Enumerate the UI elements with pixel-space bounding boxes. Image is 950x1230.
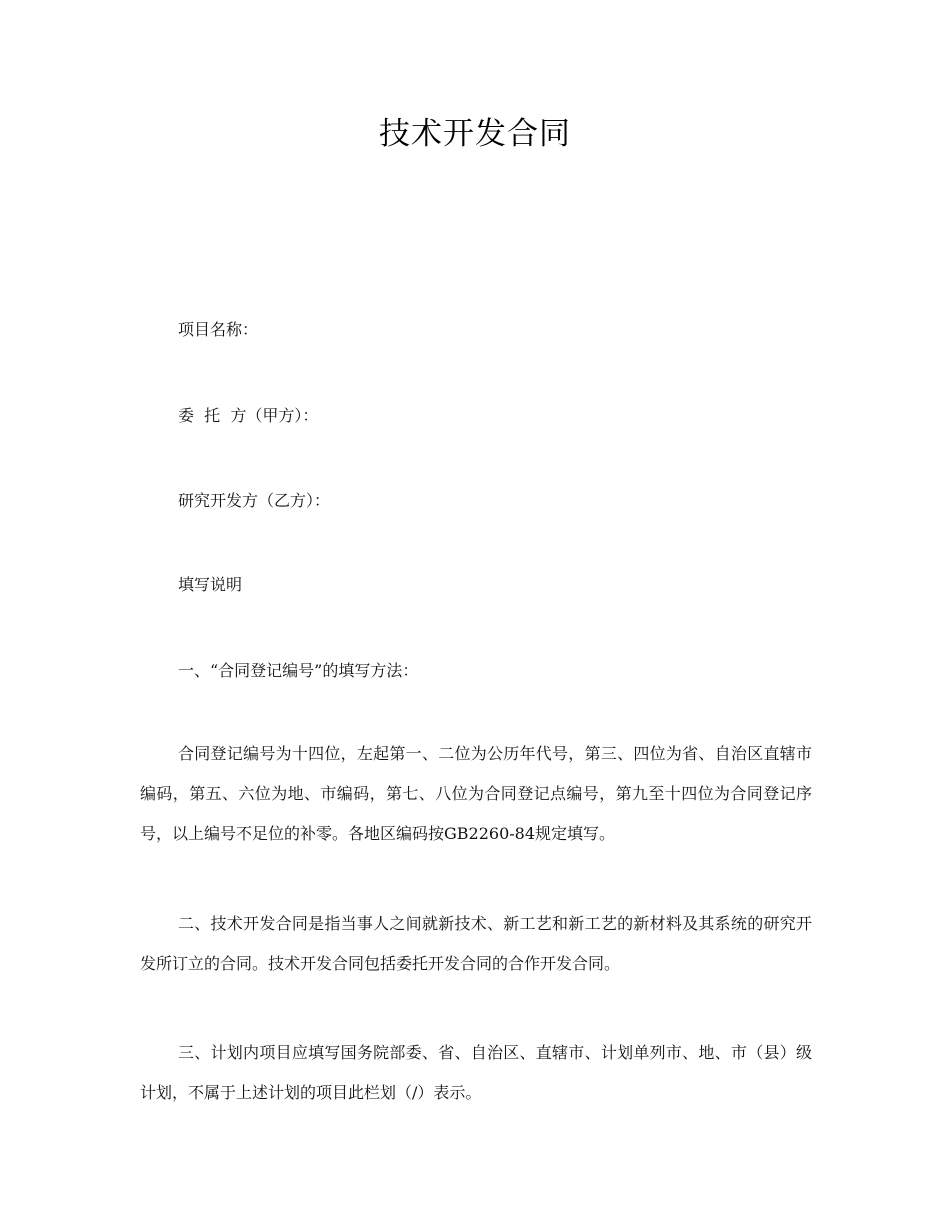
plan-paragraph: 三、计划内项目应填写国务院部委、省、自治区、直辖市、计划单列市、地、市（县）级计划，不属于上述计划的项目此栏划（/）表示。 <box>140 1043 812 1102</box>
registration-number-paragraph: 合同登记编号为十四位，左起第一、二位为公历年代号，第三、四位为省、自治区直辖市编码，第五、六位为地、市编码，第七、八位为合同登记点编号，第九至十四位为合同登记序号，以上编号不足位的补零。各地区编码按GB2260-84规定填写。 <box>140 744 812 843</box>
instructions-heading: 填写说明 <box>178 575 243 594</box>
document-title: 技术开发合同 <box>379 116 571 152</box>
project-name-label: 项目名称： <box>178 320 259 339</box>
definition-paragraph: 二、技术开发合同是指当事人之间就新技术、新工艺和新工艺的新材料及其系统的研究开发所订立的合同。技术开发合同包括委托开发合同的合作开发合同。 <box>140 914 812 973</box>
client-party-label: 委 托 方（甲方）： <box>178 406 319 425</box>
developer-party-label: 研究开发方（乙方）： <box>178 491 331 510</box>
section-one-heading: 一、“合同登记编号”的填写方法： <box>178 661 419 680</box>
